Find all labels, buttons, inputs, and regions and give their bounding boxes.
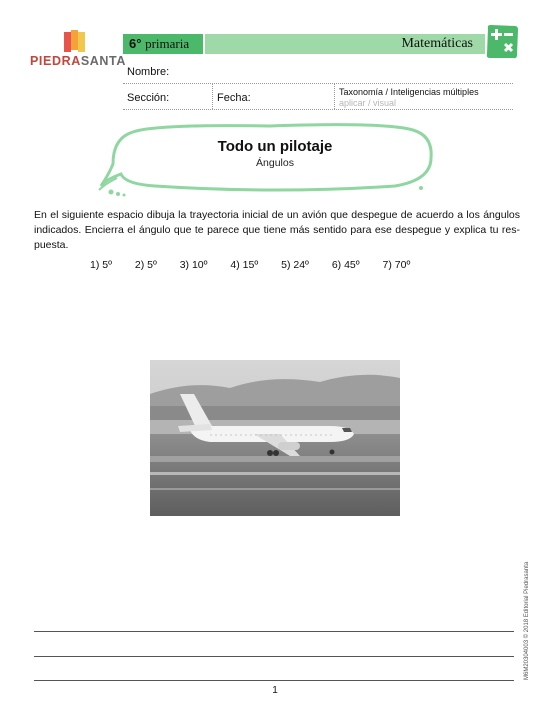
angle-option[interactable]: 5) 24º xyxy=(281,259,309,271)
angle-option[interactable]: 3) 10º xyxy=(179,259,208,271)
nombre-line[interactable] xyxy=(123,83,513,84)
page-number: 1 xyxy=(272,685,278,696)
angle-option[interactable]: 2) 5º xyxy=(134,259,157,271)
brand-name: PIEDRASANTA xyxy=(30,54,126,68)
publisher-logo xyxy=(30,30,125,72)
answer-line[interactable] xyxy=(34,680,514,681)
book-logo-icon xyxy=(62,30,88,54)
publisher-code: M6M20304003 © 2018 Editorial Piedrasanta xyxy=(524,561,530,680)
grade-label: 6° primaria xyxy=(129,36,190,51)
angle-options xyxy=(90,259,430,271)
divider xyxy=(212,84,213,109)
angle-option[interactable]: 6) 45º xyxy=(331,259,360,271)
taxonomia-label: Taxonomía / Inteligencias múltiples xyxy=(339,87,479,97)
angle-option[interactable]: 7) 70º xyxy=(382,259,411,271)
fecha-label: Fecha: xyxy=(217,92,251,104)
taxonomia-value: aplicar / visual xyxy=(339,98,397,108)
activity-subtitle: Ángulos xyxy=(256,157,294,169)
nombre-label: Nombre: xyxy=(127,66,170,78)
grade-tab xyxy=(123,34,203,54)
activity-title: Todo un pilotaje xyxy=(217,138,333,155)
seccion-label: Sección: xyxy=(127,92,170,104)
divider xyxy=(334,84,335,109)
angle-option[interactable]: 4) 15º xyxy=(230,259,259,271)
subject-label: Matemáticas xyxy=(401,36,473,51)
instructions-text: En el siguiente espacio dibuja la trayectoria inicial de un avión que despegue de acuerdo a los ángulos indicados. Encierra el ángulo que te parece que tiene más sentido para ese despegue y explica tu res-puesta. xyxy=(34,209,520,251)
seccion-line xyxy=(123,109,513,110)
subject-bar xyxy=(205,34,485,54)
answer-line[interactable] xyxy=(34,656,514,657)
answer-line[interactable] xyxy=(34,631,514,632)
math-operations-icon xyxy=(485,24,519,60)
airplane-photo xyxy=(150,360,400,516)
angle-option[interactable]: 1) 5º xyxy=(90,259,112,271)
